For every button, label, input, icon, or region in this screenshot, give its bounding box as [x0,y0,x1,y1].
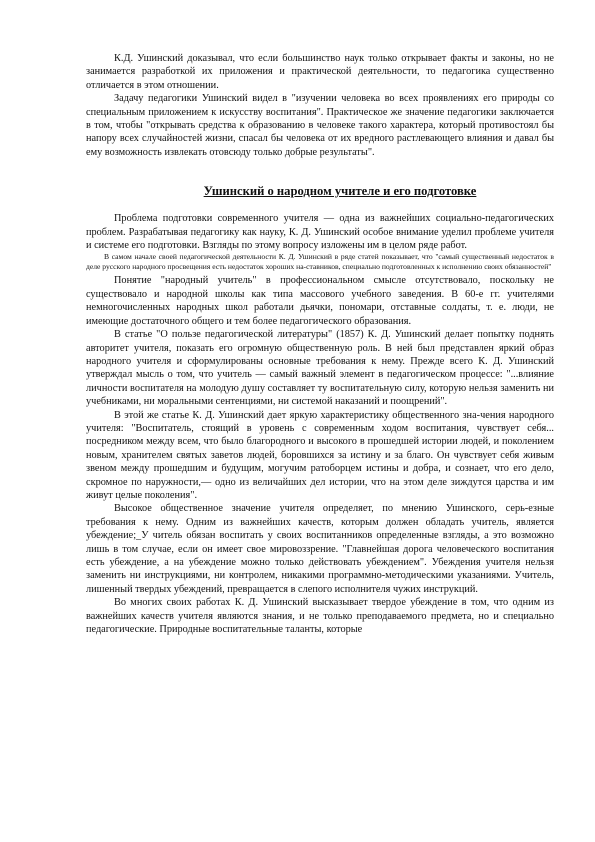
section-title: Ушинский о народном учителе и его подготовке [203,184,477,199]
paragraph-teacher-problem: Проблема подготовки современного учителя — одна из важнейших социально-педагогических проблем. Разрабатывая педагогику как науку, К. Д. Ушинский особое внимание уделил проблеме учителя и системе его подготовки. Взгляды по этому вопросу изложены им в целом ряде работ. [86,213,554,252]
paragraph-pedagogical-literature: В статье "О пользе педагогической литературы" (1857) К. Д. Ушинский делает попытку поднять авторитет учителя, показать его огромную общественную роль. В ней был представлен яркий образ народного учителя и сформулированы основные требования к нему. Прежде всего К. Д. Ушинский утверждал мысль о том, что учитель — самый важный элемент в педагогическом процессе: "...влияние личности воспитателя на молодую душу составляет ту воспитательную силу, которую нельзя заменить ни учебниками, ни моральными сентенциями, ни системой наказаний и поощрений". [86,329,554,408]
document-body [86,52,554,636]
note-paragraph: В самом начале своей педагогической деятельности К. Д. Ушинский в ряде статей показывает, что "самый существенный недостаток в деле русского народного просвещения есть недостаток хороших на-ставников, специально подготовленных к исполнению своих обязанностей" [86,252,554,272]
paragraph-social-significance: В этой же статье К. Д. Ушинский дает яркую характеристику общественного зна-чения народного учителя: "Воспитатель, стоящий в уровень с современным ходом воспитания, чувствует себя... посредником между всем, что было благородного и высокого в прошедшей истории людей, и поколением новым, хранителем святых заветов людей, боровшихся за истину и за благо. Он чувствует себя живым звеном между прошедшим и будущим, могучим ратоборцем истины и добра, и сознает, что его дело, скромное по наружности,— одно из величайших дел истории, что на этом деле зиждутся царства и им живут целые поколения". [86,409,554,501]
paragraph-conviction: Высокое общественное значение учителя определяет, по мнению Ушинского, серь-езные требования к нему. Одним из важнейших качеств, которым должен обладать учитель, является убеждение;_У читель обязан воспитать у своих воспитанников определенные взгляды, а это возможно лишь в том случае, если он имеет свое мировоззрение. "Главнейшая дорога человеческого воспитания есть убеждение, а на убеждение можно только действовать убеждением". Убеждения учителя нельзя заменить ни инструкциями, ни контролем, никакими программно-методическими указаниями. Учитель, лишенный твердых убеждений, превращается в слепого исполнителя чужих инструкций. [86,503,554,595]
intro-paragraph-2: Задачу педагогики Ушинский видел в "изучении человека во всех проявлениях его природы со специальным приложением к искусству воспитания". Практическое же значение педагогики заключается в том, чтобы "открывать средства к образованию в человеке такого характера, который противостоял бы напору всех случайностей жизни, спасал бы человека от их вредного растлевающего влияния и давал бы ему возможность извлекать отовсюду только добрые результаты". [86,93,554,158]
intro-paragraph-1: К.Д. Ушинский доказывал, что если большинство наук только открывает факты и законы, но не занимается разработкой их приложения и практической деятельности, то педагогика существенно отличается в этом отношении. [86,53,554,91]
paragraph-knowledge: Во многих своих работах К. Д. Ушинский высказывает твердое убеждение в том, что одним из важнейших качеств учителя являются знания, и не только преподаваемого предмета, но и специально педагогические. Природные воспитательные таланты, которые [86,597,554,636]
paragraph-people-teacher-concept: Понятие "народный учитель" в профессиональном смысле отсутствовало, поскольку не существовало и народной школы как типа массового учебного заведения. В 60-е гг. учителями немногочисленных народных школ работали дьячки, пономари, отставные солдаты, т. е. люди, не имеющие достаточного общего и тем более педагогического образования. [86,275,554,327]
